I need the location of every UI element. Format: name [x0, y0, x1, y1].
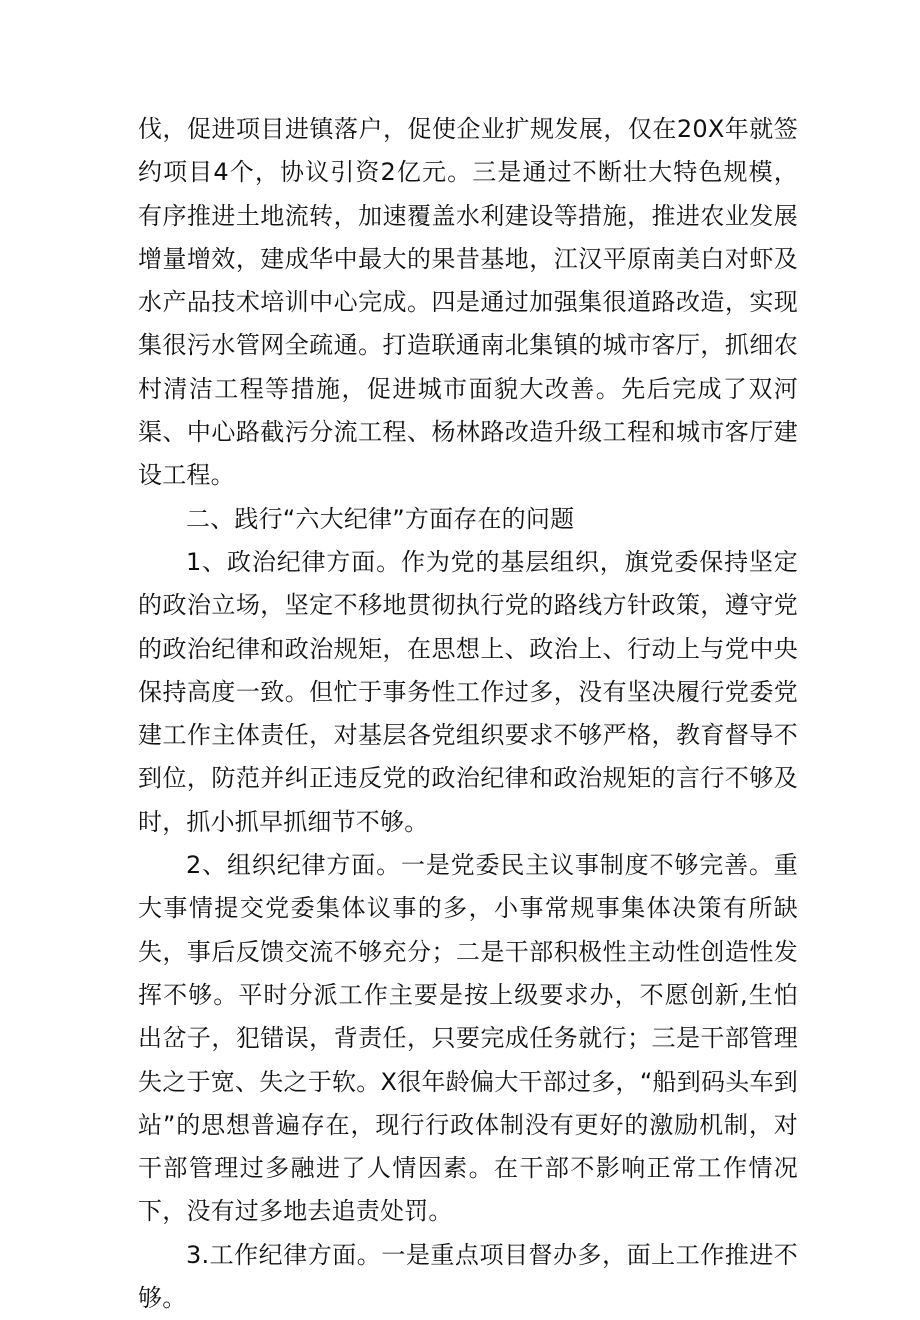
paragraph-political-discipline: 1、政治纪律方面。作为党的基层组织，旗党委保持坚定的政治立场，坚定不移地贯彻执行党的路线方针政策，遵守党的政治纪律和政治规矩，在思想上、政治上、行动上与党中央保持高度一致。但忙于事务性工作过多，没有坚决履行党委党建工作主体责任，对基层各党组织要求不够严格，教育督导不到位，防范并纠正违反党的政治纪律和政治规矩的言行不够及时，抓小抓早抓细节不够。 [138, 547, 798, 836]
paragraph-organizational-discipline: 2、组织纪律方面。一是党委民主议事制度不够完善。重大事情提交党委集体议事的多，小事常规事集体决策有所缺失，事后反馈交流不够充分；二是干部积极性主动性创造性发挥不够。平时分派工作主要是按上级要求办，不愿创新,生怕出岔子，犯错误，背责任，只要完成任务就行；三是干部管理失之于宽、失之于软。X很年龄偏大干部过多，“船到码头车到站”的思想普遍存在，现行行政体制没有更好的激励机制，对干部管理过多融进了人情因素。在干部不影响正常工作情况下，没有过多地去追责处罚。 [138, 851, 798, 1226]
paragraph-work-discipline: 3.工作纪律方面。一是重点项目督办多，面上工作推进不够。 [138, 1240, 798, 1313]
paragraph-continuation: 伐，促进项目进镇落户，促使企业扩规发展，仅在20X年就签约项目4个，协议引资2亿元。三是通过不断壮大特色规模，有序推进土地流转，加速覆盖水利建设等措施，推进农业发展增量增效，建成华中最大的果昔基地，江汉平原南美白对虾及水产品技术培训中心完成。四是通过加强集很道路改造，实现集很污水管网全疏通。打造联通南北集镇的城市客厅，抓细农村清洁工程等措施，促进城市面貌大改善。先后完成了双河渠、中心路截污分流工程、杨林路改造升级工程和城市客厅建设工程。 [138, 115, 798, 490]
document-body [138, 108, 798, 1320]
section-heading: 二、践行“六大纪律”方面存在的问题 [186, 504, 575, 533]
